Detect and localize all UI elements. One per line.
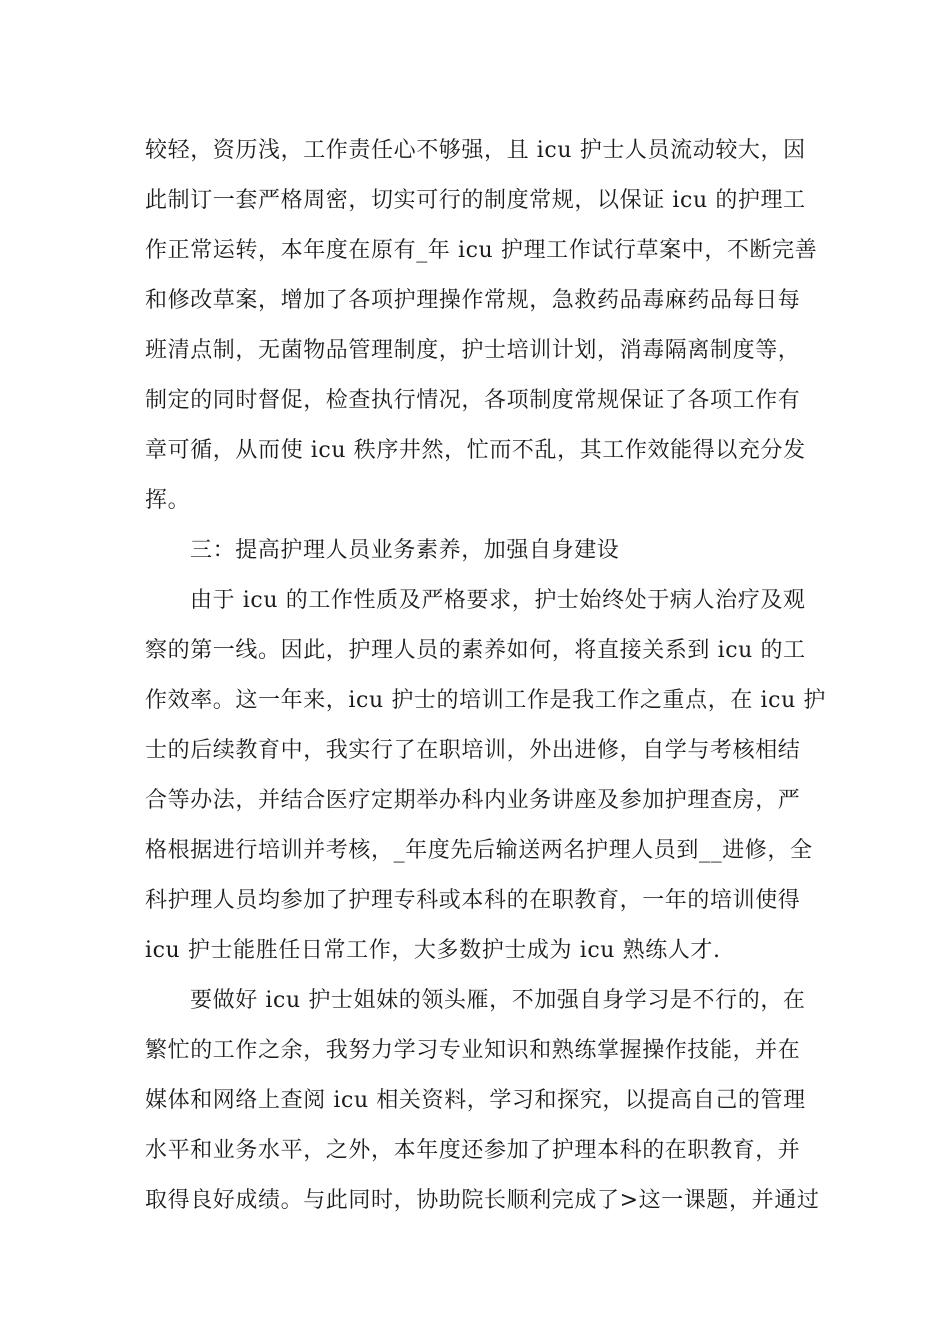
paragraph-2-line-8: icu 护士能胜任日常工作，大多数护士成为 icu 熟练人才.	[145, 938, 721, 963]
paragraph-1-line-6: 制定的同时督促，检查执行情况，各项制度常规保证了各项工作有	[145, 388, 801, 413]
paragraph-1-line-8: 挥。	[145, 488, 191, 513]
paragraph-1-line-4: 和修改草案，增加了各项护理操作常规，急救药品毒麻药品每日每	[145, 288, 801, 313]
paragraph-3-line-5: 取得良好成绩。与此同时，协助院长顺利完成了>这一课题，并通过	[145, 1188, 820, 1213]
paragraph-3-line-1: 要做好 icu 护士姐妹的领头雁，不加强自身学习是不行的，在	[190, 988, 806, 1013]
paragraph-3-line-2: 繁忙的工作之余，我努力学习专业知识和熟练掌握操作技能，并在	[145, 1038, 801, 1063]
paragraph-1-line-2: 此制订一套严格周密，切实可行的制度常规，以保证 icu 的护理工	[145, 188, 806, 213]
paragraph-2-line-7: 科护理人员均参加了护理专科或本科的在职教育，一年的培训使得	[145, 888, 801, 913]
paragraph-1-line-5: 班清点制，无菌物品管理制度，护士培训计划，消毒隔离制度等，	[145, 338, 801, 363]
paragraph-2-line-6: 格根据进行培训并考核，_年度先后输送两名护理人员到__进修，全	[145, 838, 813, 863]
paragraph-1-line-7: 章可循，从而使 icu 秩序井然，忙而不乱，其工作效能得以充分发	[145, 438, 806, 463]
paragraph-2-line-1: 由于 icu 的工作性质及严格要求，护士始终处于病人治疗及观	[190, 588, 806, 613]
paragraph-1-line-1: 较轻，资历浅，工作责任心不够强，且 icu 护士人员流动较大，因	[145, 138, 806, 163]
paragraph-2-line-4: 士的后续教育中，我实行了在职培训，外出进修，自学与考核相结	[145, 738, 801, 763]
paragraph-2-line-5: 合等办法，并结合医疗定期举办科内业务讲座及参加护理查房，严	[145, 788, 801, 813]
paragraph-3-line-3: 媒体和网络上查阅 icu 相关资料，学习和探究，以提高自己的管理	[145, 1088, 806, 1113]
paragraph-2-line-2: 察的第一线。因此，护理人员的素养如何，将直接关系到 icu 的工	[145, 638, 806, 663]
paragraph-2-line-3: 作效率。这一年来，icu 护士的培训工作是我工作之重点，在 icu 护	[145, 688, 827, 713]
paragraph-1-line-3: 作正常运转，本年度在原有_年 icu 护理工作试行草案中，不断完善	[145, 238, 818, 263]
section-heading: 三：提高护理人员业务素养，加强自身建设	[190, 538, 620, 563]
paragraph-3-line-4: 水平和业务水平，之外，本年度还参加了护理本科的在职教育，并	[145, 1138, 801, 1163]
